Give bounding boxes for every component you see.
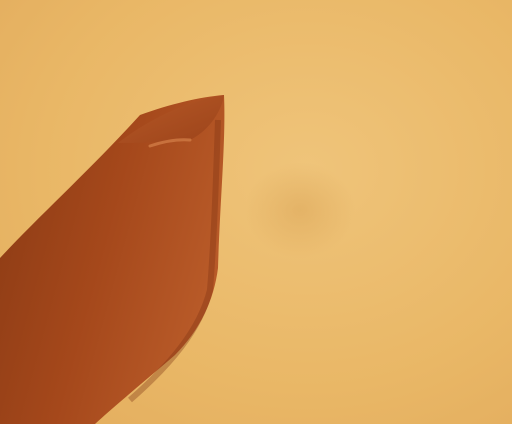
cast-shadow (245, 162, 355, 258)
